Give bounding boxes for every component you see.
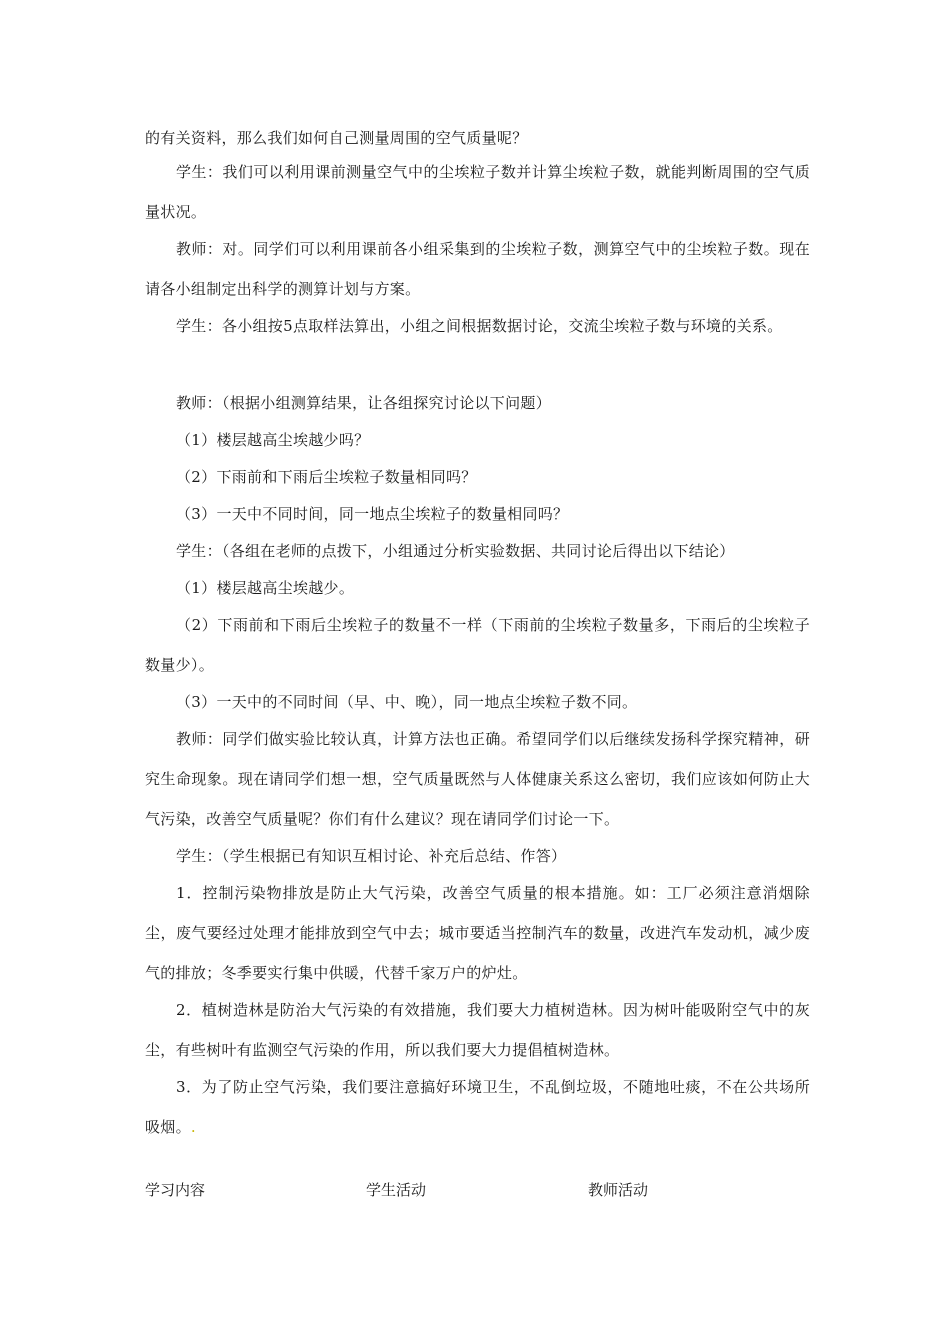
measure-2: 2．植树造林是防治大气污染的有效措施，我们要大力植树造林。因为树叶能吸附空气中的灰尘，有些树叶有监测空气污染的作用，所以我们要大力提倡植树造林。: [145, 1001, 810, 1059]
trailing-dot: .: [190, 1118, 196, 1136]
paragraph-teacher-1: 教师：对。同学们可以利用课前各小组采集到的尘埃粒子数，测算空气中的尘埃粒子数。现在请各小组制定出科学的测算计划与方案。: [145, 240, 810, 298]
table-header-learning-content: 学习内容: [145, 1181, 206, 1199]
paragraph-student-2: 学生：各小组按5点取样法算出，小组之间根据数据讨论，交流尘埃粒子数与环境的关系。: [176, 317, 783, 335]
paragraph-student-4: 学生：（学生根据已有知识互相讨论、补充后总结、作答）: [176, 847, 567, 865]
paragraph-student-3: 学生：（各组在老师的点拨下，小组通过分析实验数据、共同讨论后得出以下结论）: [176, 542, 735, 560]
question-1: （1）楼层越高尘埃越少吗？: [176, 431, 370, 449]
measure-1: 1．控制污染物排放是防止大气污染，改善空气质量的根本措施。如：工厂必须注意消烟除尘，废气要经过处理才能排放到空气中去；城市要适当控制汽车的数量，改进汽车发动机，减少废气的排放；冬季要实行集中供暖，代替千家万户的炉灶。: [145, 884, 810, 982]
paragraph-intro: 的有关资料，那么我们如何自己测量周围的空气质量呢？: [145, 129, 528, 147]
table-header-teacher-activity: 教师活动: [588, 1181, 649, 1199]
paragraph-student-1: 学生：我们可以利用课前测量空气中的尘埃粒子数并计算尘埃粒子数，就能判断周围的空气质量状况。: [145, 163, 810, 221]
paragraph-teacher-2: 教师：（根据小组测算结果，让各组探究讨论以下问题）: [176, 394, 552, 412]
question-2: （2）下雨前和下雨后尘埃粒子数量相同吗？: [176, 468, 477, 486]
question-3: （3）一天中不同时间，同一地点尘埃粒子的数量相同吗？: [176, 505, 569, 523]
measure-3-text: 3．为了防止空气污染，我们要注意搞好环境卫生，不乱倒垃圾，不随地吐痰，不在公共场所吸烟。: [145, 1078, 810, 1136]
paragraph-teacher-3: 教师：同学们做实验比较认真，计算方法也正确。希望同学们以后继续发扬科学探究精神，研究生命现象。现在请同学们想一想，空气质量既然与人体健康关系这么密切，我们应该如何防止大气污染，改善空气质量呢？你们有什么建议？现在请同学们讨论一下。: [145, 730, 810, 828]
conclusion-2: （2）下雨前和下雨后尘埃粒子的数量不一样（下雨前的尘埃粒子数量多，下雨后的尘埃粒子数量少）。: [145, 616, 810, 674]
conclusion-1: （1）楼层越高尘埃越少。: [176, 579, 355, 597]
table-header-student-activity: 学生活动: [366, 1181, 427, 1199]
measure-3: [145, 1067, 810, 1147]
conclusion-3: （3）一天中的不同时间（早、中、晚），同一地点尘埃粒子数不同。: [176, 693, 638, 711]
